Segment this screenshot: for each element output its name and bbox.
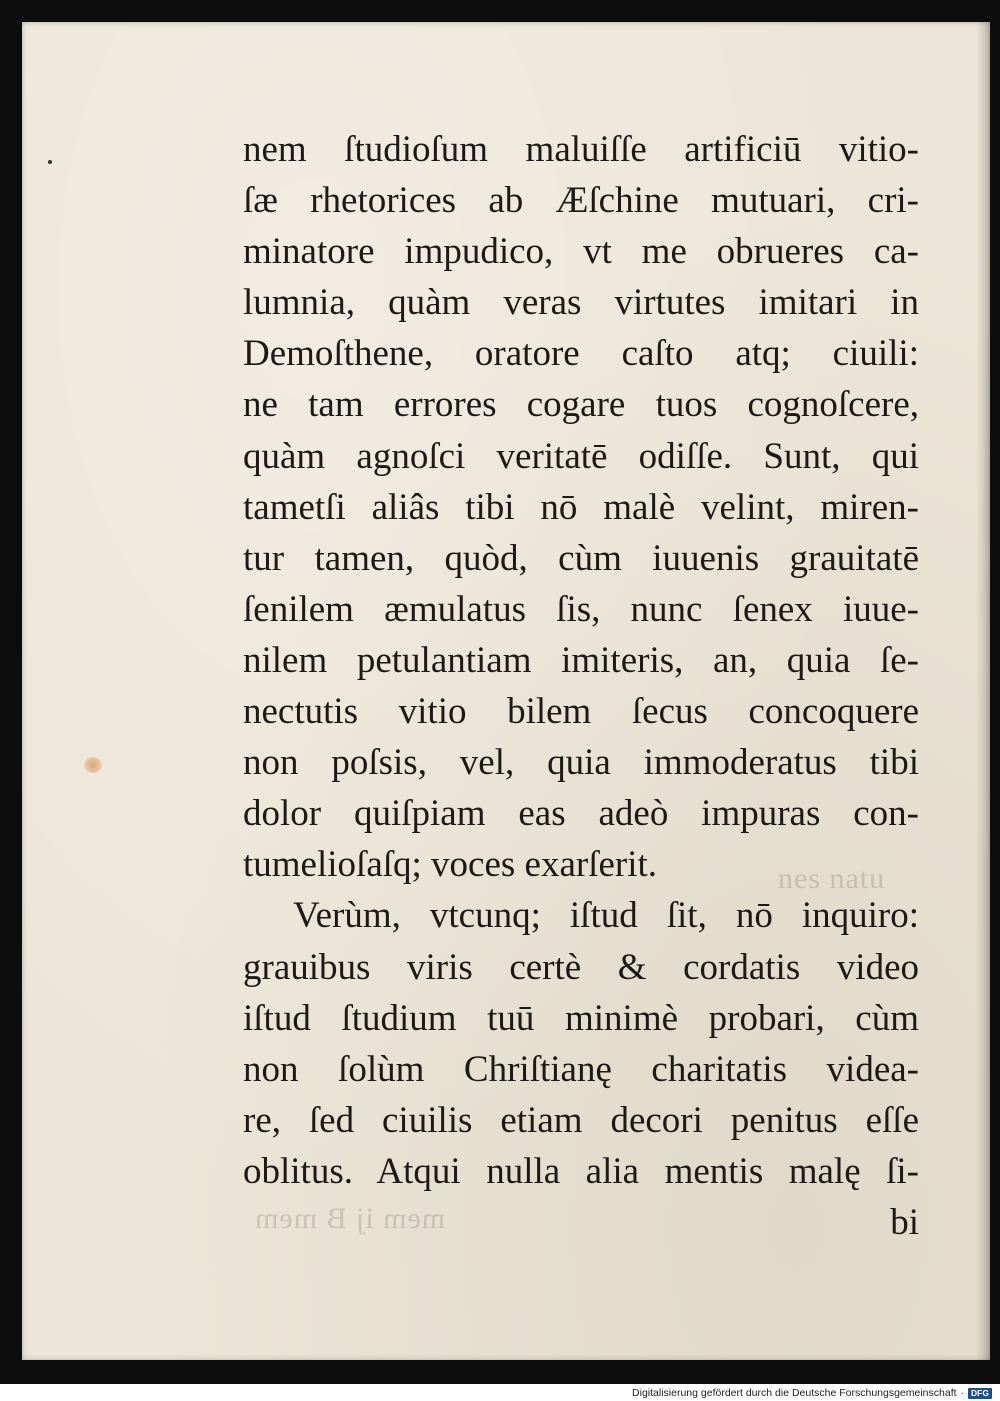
margin-ink-dot (48, 160, 52, 164)
separator-dot: · (960, 1387, 965, 1399)
digitization-credit (632, 1386, 992, 1400)
text-line: tumelioſaſq; voces exarſerit. (243, 844, 658, 886)
text-line: tametſi aliâs tibi nō malè velint, miren- (243, 486, 919, 528)
text-line: ſæ rhetorices ab Æſchine mutuari, cri- (243, 180, 919, 222)
text-line: nectutis vitio bilem ſecus concoquere (243, 691, 919, 733)
body-text (243, 124, 919, 1248)
text-line: lumnia, quàm veras virtutes imitari in (243, 282, 919, 324)
text-line: ſenilem æmulatus ſis, nunc ſenex iuue- (243, 588, 919, 630)
text-line: dolor quiſpiam eas adeò impuras con- (243, 793, 919, 835)
text-line: re, ſed ciuilis etiam decori penitus eſſe (243, 1099, 919, 1141)
show-through-text: nes natu (778, 862, 886, 895)
text-line: tur tamen, quòd, cùm iuuenis grauitatē (243, 537, 919, 579)
text-line: ne tam errores cogare tuos cognoſcere, (243, 384, 919, 426)
foxing-stain (84, 757, 102, 773)
page-gutter-shadow (976, 22, 990, 1360)
dfg-logo[interactable]: DFG (968, 1388, 992, 1399)
credit-text: Digitalisierung gefördert durch die Deutsche Forschungsgemeinschaft (632, 1387, 957, 1399)
show-through-text: mem ij B mem (254, 1202, 446, 1235)
text-line: quàm agnoſci veritatē odiſſe. Sunt, qui (243, 435, 919, 477)
text-line: iſtud ſtudium tuū minimè probari, cùm (243, 997, 919, 1039)
text-line: non poſsis, vel, quia immoderatus tibi (243, 742, 919, 784)
paragraph-first-line: Verùm, vtcunq; iſtud ſit, nō inquiro: (293, 895, 919, 937)
text-line: nem ſtudioſum maluiſſe artificiū vitio- (243, 129, 919, 170)
text-line: grauibus viris certè & cordatis video (243, 946, 919, 988)
text-line: non ſolùm Chriſtianę charitatis videa- (243, 1048, 919, 1090)
text-line: minatore impudico, vt me obrueres ca- (243, 231, 919, 273)
catchword: bi (890, 1201, 919, 1243)
text-line: oblitus. Atqui nulla alia mentis malę ſi- (243, 1150, 919, 1192)
text-line: nilem petulantiam imiteris, an, quia ſe- (243, 639, 919, 681)
text-line: Demoſthene, oratore caſto atq; ciuili: (243, 333, 919, 375)
